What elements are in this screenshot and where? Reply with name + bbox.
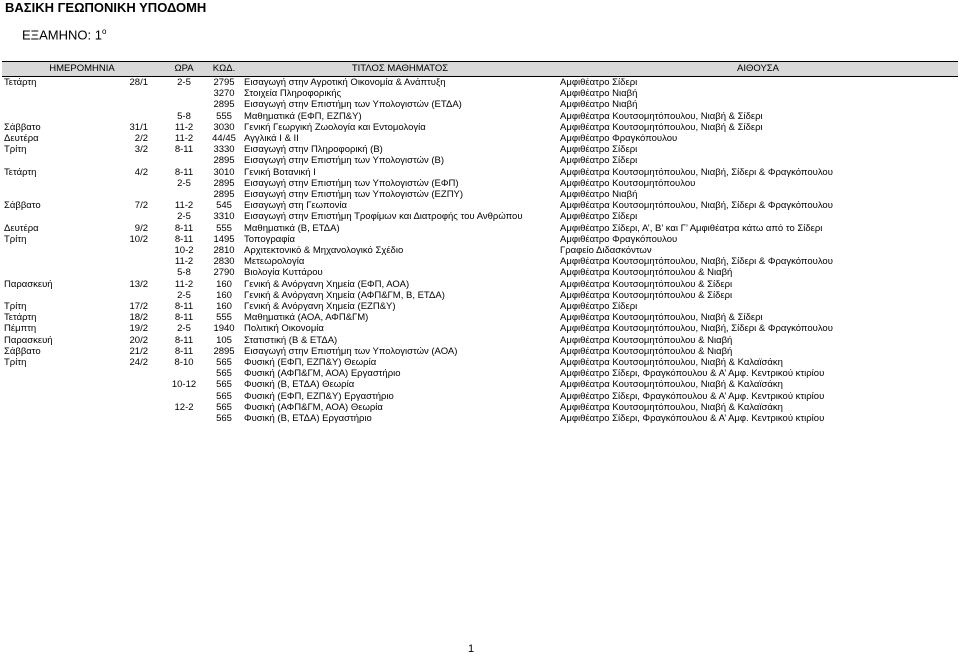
row-day: Τετάρτη bbox=[4, 166, 37, 178]
row-course-title: Γενική & Ανόργανη Χημεία (ΕΦΠ, ΑΟΑ) bbox=[244, 278, 410, 290]
row-room: Αμφιθέατρα Κουτσομητόπουλου & Νιαβή bbox=[560, 334, 733, 346]
row-date bbox=[102, 379, 162, 390]
row-hour: 12-2 bbox=[174, 401, 194, 413]
row-hour: 8-11 bbox=[174, 312, 194, 324]
row-code: 565 bbox=[216, 357, 232, 369]
row-room: Αμφιθέατρα Κουτσομητόπουλου & Νιαβή bbox=[560, 345, 733, 357]
row-code: 3030 bbox=[213, 121, 235, 133]
table-body bbox=[2, 77, 958, 425]
row-room: Αμφιθέατρο Σίδερι, Φραγκόπουλου & Α’ Αμφ. Κεντρικού κτιρίου bbox=[560, 368, 825, 380]
row-room: Αμφιθέατρα Κουτσομητόπουλου, Νιαβή & Καλαϊσάκη bbox=[560, 379, 783, 391]
row-date bbox=[102, 402, 162, 413]
row-room: Αμφιθέατρα Κουτσομητόπουλου, Νιαβή & Καλαϊσάκη bbox=[560, 401, 783, 413]
table-row bbox=[2, 357, 958, 368]
row-code: 105 bbox=[216, 334, 232, 346]
row-course-title: Μετεωρολογία bbox=[244, 256, 305, 268]
row-hour: 8-11 bbox=[174, 222, 194, 234]
row-hour: 8-10 bbox=[174, 357, 194, 369]
row-room: Αμφιθέατρο Σίδερι bbox=[560, 77, 638, 88]
row-course-title: Φυσική (Β, ΕΤΔΑ) Εργαστήριο bbox=[244, 413, 372, 425]
semester-ordinal: ο bbox=[101, 27, 107, 36]
row-hour: 11-2 bbox=[174, 256, 194, 268]
table-row bbox=[2, 133, 958, 144]
row-day bbox=[2, 111, 102, 122]
row-room: Αμφιθέατρα Κουτσομητόπουλου, Νιαβή & Καλαϊσάκη bbox=[560, 357, 783, 369]
row-date: 20/2 bbox=[129, 334, 149, 346]
row-date: 13/2 bbox=[129, 278, 149, 290]
row-course-title: Γενική & Ανόργανη Χημεία (ΕΖΠ&Υ) bbox=[244, 301, 396, 313]
row-day: Τετάρτη bbox=[4, 312, 37, 324]
table-row bbox=[2, 402, 958, 413]
row-room: Αμφιθέατρα Κουτσομητόπουλου, Νιαβή, Σίδερι & Φραγκόπουλου bbox=[560, 256, 833, 268]
row-room: Αμφιθέατρα Κουτσομητόπουλου & Σίδερι bbox=[560, 278, 733, 290]
row-course-title: Μαθηματικά (Β, ΕΤΔΑ) bbox=[244, 222, 340, 234]
row-course-title: Γενική Βοτανική Ι bbox=[244, 166, 316, 178]
row-date bbox=[102, 111, 162, 122]
row-date bbox=[102, 99, 162, 110]
table-row bbox=[2, 335, 958, 346]
table-row bbox=[2, 211, 958, 222]
row-day: Δευτέρα bbox=[4, 133, 39, 145]
row-day bbox=[2, 256, 102, 267]
row-code: 565 bbox=[216, 368, 232, 380]
row-date bbox=[102, 256, 162, 267]
row-hour: 11-2 bbox=[174, 133, 194, 145]
row-course-title: Μαθηματικά (ΕΦΠ, ΕΖΠ&Υ) bbox=[244, 110, 362, 122]
column-header-course: ΤΙΤΛΟΣ ΜΑΘΗΜΑΤΟΣ bbox=[242, 62, 558, 77]
row-course-title: Πολιτική Οικονομία bbox=[244, 323, 324, 335]
row-course-title: Εισαγωγή στην Πληροφορική (Β) bbox=[244, 144, 383, 156]
table-row bbox=[2, 178, 958, 189]
row-code: 160 bbox=[216, 289, 232, 301]
row-hour bbox=[162, 155, 206, 166]
row-date bbox=[102, 391, 162, 402]
row-day: Παρασκευή bbox=[4, 334, 53, 346]
row-code: 565 bbox=[216, 401, 232, 413]
row-day bbox=[2, 368, 102, 379]
row-code: 1495 bbox=[213, 233, 235, 245]
row-code: 555 bbox=[216, 222, 232, 234]
row-date bbox=[102, 189, 162, 200]
row-hour: 5-8 bbox=[177, 110, 191, 122]
row-date bbox=[102, 211, 162, 222]
row-course-title: Εισαγωγή στην Επιστήμη των Υπολογιστών (Β) bbox=[244, 155, 445, 167]
exam-schedule-table bbox=[2, 61, 958, 424]
row-hour: 11-2 bbox=[174, 278, 194, 290]
row-hour bbox=[162, 368, 206, 379]
row-course-title: Αγγλικά I & II bbox=[244, 133, 299, 145]
row-room: Αμφιθέατρα Κουτσομητόπουλου & Νιαβή bbox=[560, 267, 733, 279]
table-row bbox=[2, 301, 958, 312]
row-code: 565 bbox=[216, 379, 232, 391]
row-course-title: Εισαγωγή στην Επιστήμη Τροφίμων και Διατροφής του Ανθρώπου bbox=[244, 211, 523, 223]
row-room: Αμφιθέατρο Σίδερι, Φραγκόπουλου & Α’ Αμφ. Κεντρικού κτιρίου bbox=[560, 413, 825, 425]
row-date: 4/2 bbox=[134, 166, 149, 178]
row-course-title: Στοιχεία Πληροφορικής bbox=[244, 88, 342, 100]
table-header-row bbox=[2, 62, 958, 77]
table-row bbox=[2, 279, 958, 290]
row-date: 7/2 bbox=[134, 200, 149, 212]
row-date bbox=[102, 290, 162, 301]
row-code: 2790 bbox=[213, 267, 235, 279]
table-row bbox=[2, 234, 958, 245]
row-course-title: Φυσική (ΕΦΠ, ΕΖΠ&Υ) Εργαστήριο bbox=[244, 390, 394, 402]
table-row bbox=[2, 144, 958, 155]
row-room: Αμφιθέατρα Κουτσομητόπουλου, Νιαβή, Σίδερι & Φραγκόπουλου bbox=[560, 323, 833, 335]
row-date bbox=[102, 155, 162, 166]
column-header-date: ΗΜΕΡΟΜΗΝΙΑ bbox=[2, 62, 162, 77]
row-code: 2895 bbox=[213, 345, 235, 357]
row-date bbox=[102, 178, 162, 189]
row-day: Πέμπτη bbox=[4, 323, 37, 335]
row-day: Τρίτη bbox=[4, 144, 27, 156]
table-row bbox=[2, 413, 958, 424]
table-row bbox=[2, 155, 958, 166]
row-day: Τρίτη bbox=[4, 233, 27, 245]
row-day: Τρίτη bbox=[4, 301, 27, 313]
table-row bbox=[2, 379, 958, 390]
row-code: 44/45 bbox=[212, 133, 236, 145]
row-date: 18/2 bbox=[129, 312, 149, 324]
row-hour bbox=[162, 88, 206, 99]
table-row bbox=[2, 167, 958, 178]
row-room: Αμφιθέατρο Σίδερι, Α’, Β’ και Γ’ Αμφιθέατρα κάτω από το Σίδερι bbox=[560, 222, 823, 234]
row-course-title: Αρχιτεκτονικό & Μηχανολογικό Σχέδιο bbox=[244, 245, 404, 257]
row-code: 545 bbox=[216, 200, 232, 212]
row-date: 3/2 bbox=[134, 144, 149, 156]
row-hour: 2-5 bbox=[177, 323, 191, 335]
row-course-title: Τοπογραφία bbox=[244, 233, 296, 245]
row-hour: 8-11 bbox=[174, 345, 194, 357]
row-code: 160 bbox=[216, 278, 232, 290]
row-hour: 8-11 bbox=[174, 301, 194, 313]
row-hour: 2-5 bbox=[177, 77, 191, 88]
row-date: 19/2 bbox=[129, 323, 149, 335]
row-room: Αμφιθέατρο Σίδερι bbox=[560, 301, 638, 313]
row-hour: 2-5 bbox=[177, 289, 191, 301]
row-day bbox=[2, 402, 102, 413]
table-row bbox=[2, 99, 958, 110]
row-course-title: Γενική Γεωργική Ζωολογία και Εντομολογία bbox=[244, 121, 426, 133]
row-day bbox=[2, 245, 102, 256]
row-day bbox=[2, 178, 102, 189]
row-code: 565 bbox=[216, 413, 232, 425]
row-room: Αμφιθέατρο Σίδερι bbox=[560, 144, 638, 156]
row-code: 555 bbox=[216, 312, 232, 324]
table-row bbox=[2, 245, 958, 256]
row-room: Αμφιθέατρα Κουτσομητόπουλου, Νιαβή & Σίδερι bbox=[560, 312, 763, 324]
row-code: 2895 bbox=[213, 189, 235, 201]
row-hour: 8-11 bbox=[174, 334, 194, 346]
row-hour: 5-8 bbox=[177, 267, 191, 279]
row-hour: 11-2 bbox=[174, 121, 194, 133]
row-course-title: Εισαγωγή στη Γεωπονία bbox=[244, 200, 348, 212]
row-room: Αμφιθέατρο Σίδερι bbox=[560, 155, 638, 167]
row-date bbox=[102, 88, 162, 99]
row-day: Σάββατο bbox=[4, 121, 41, 133]
row-hour: 8-11 bbox=[174, 233, 194, 245]
row-day: Παρασκευή bbox=[4, 278, 53, 290]
row-code: 2810 bbox=[213, 245, 235, 257]
row-hour bbox=[162, 189, 206, 200]
row-room: Αμφιθέατρο Νιαβή bbox=[560, 88, 638, 100]
table-row bbox=[2, 346, 958, 357]
row-code: 2895 bbox=[213, 177, 235, 189]
row-course-title: Βιολογία Κυττάρου bbox=[244, 267, 323, 279]
row-date: 21/2 bbox=[129, 345, 149, 357]
row-room: Γραφείο Διδασκόντων bbox=[560, 245, 652, 257]
row-course-title: Εισαγωγή στην Αγροτική Οικονομία & Ανάπτυξη bbox=[244, 77, 446, 88]
row-room: Αμφιθέατρα Κουτσομητόπουλου & Σίδερι bbox=[560, 289, 733, 301]
row-hour: 2-5 bbox=[177, 211, 191, 223]
row-hour bbox=[162, 413, 206, 424]
row-code: 3330 bbox=[213, 144, 235, 156]
row-course-title: Εισαγωγή στην Επιστήμη των Υπολογιστών (ΕΦΠ) bbox=[244, 177, 459, 189]
row-day bbox=[2, 290, 102, 301]
row-course-title: Φυσική (ΑΦΠ&ΓΜ, ΑΟΑ) Εργαστήριο bbox=[244, 368, 401, 380]
table-row bbox=[2, 312, 958, 323]
table-row bbox=[2, 391, 958, 402]
row-date bbox=[102, 413, 162, 424]
row-code: 3310 bbox=[213, 211, 235, 223]
row-hour: 2-5 bbox=[177, 177, 191, 189]
row-room: Αμφιθέατρο Σίδερι bbox=[560, 211, 638, 223]
row-hour: 10-2 bbox=[174, 245, 194, 257]
row-hour bbox=[162, 99, 206, 110]
row-date: 31/1 bbox=[129, 121, 149, 133]
table-row bbox=[2, 189, 958, 200]
row-room: Αμφιθέατρα Κουτσομητόπουλου, Νιαβή & Σίδερι bbox=[560, 121, 763, 133]
row-day bbox=[2, 99, 102, 110]
row-day bbox=[2, 155, 102, 166]
semester-label bbox=[22, 27, 106, 42]
row-day bbox=[2, 211, 102, 222]
row-code: 3010 bbox=[213, 166, 235, 178]
table-row bbox=[2, 88, 958, 99]
page-number: 1 bbox=[468, 643, 475, 655]
table-row bbox=[2, 200, 958, 211]
row-course-title: Φυσική (ΑΦΠ&ΓΜ, ΑΟΑ) Θεωρία bbox=[244, 401, 383, 413]
row-date: 2/2 bbox=[134, 133, 149, 145]
row-course-title: Φυσική (ΕΦΠ, ΕΖΠ&Υ) Θεωρία bbox=[244, 357, 377, 369]
row-code: 160 bbox=[216, 301, 232, 313]
table-row bbox=[2, 122, 958, 133]
row-day bbox=[2, 189, 102, 200]
row-code: 2895 bbox=[213, 155, 235, 167]
row-room: Αμφιθέατρο Φραγκόπουλου bbox=[560, 233, 678, 245]
row-code: 2830 bbox=[213, 256, 235, 268]
row-course-title: Εισαγωγή στην Επιστήμη των Υπολογιστών (ΕΖΠΥ) bbox=[244, 189, 464, 201]
document-title: ΒΑΣΙΚΗ ΓΕΩΠΟΝΙΚΗ ΥΠΟΔΟΜΗ bbox=[5, 0, 207, 15]
row-room: Αμφιθέατρα Κουτσομητόπουλου, Νιαβή, Σίδερι & Φραγκόπουλου bbox=[560, 166, 833, 178]
row-date: 17/2 bbox=[129, 301, 149, 313]
table-row bbox=[2, 290, 958, 301]
row-day: Τρίτη bbox=[4, 357, 27, 369]
row-day bbox=[2, 391, 102, 402]
row-code: 3270 bbox=[213, 88, 235, 100]
table-row bbox=[2, 368, 958, 379]
row-code: 2795 bbox=[213, 77, 235, 88]
row-date: 28/1 bbox=[129, 77, 149, 88]
row-code: 2895 bbox=[213, 99, 235, 111]
table-row bbox=[2, 256, 958, 267]
row-date bbox=[102, 368, 162, 379]
row-date bbox=[102, 267, 162, 278]
row-course-title: Γενική & Ανόργανη Χημεία (ΑΦΠ&ΓΜ, Β, ΕΤΔΑ) bbox=[244, 289, 445, 301]
row-date bbox=[102, 245, 162, 256]
row-course-title: Στατιστική (Β & ΕΤΔΑ) bbox=[244, 334, 338, 346]
row-date: 10/2 bbox=[129, 233, 149, 245]
column-header-hour: ΩΡΑ bbox=[162, 62, 206, 77]
row-day: Δευτέρα bbox=[4, 222, 39, 234]
row-hour bbox=[162, 391, 206, 402]
row-course-title: Εισαγωγή στην Επιστήμη των Υπολογιστών (ΑΟΑ) bbox=[244, 345, 458, 357]
row-hour: 8-11 bbox=[174, 144, 194, 156]
table-row bbox=[2, 267, 958, 278]
row-day: Τετάρτη bbox=[4, 77, 37, 88]
row-room: Αμφιθέατρο Νιαβή bbox=[560, 189, 638, 201]
table-row bbox=[2, 323, 958, 334]
table-row bbox=[2, 111, 958, 122]
row-day bbox=[2, 88, 102, 99]
row-day: Σάββατο bbox=[4, 345, 41, 357]
row-code: 1940 bbox=[213, 323, 235, 335]
row-code: 555 bbox=[216, 110, 232, 122]
row-hour: 11-2 bbox=[174, 200, 194, 212]
row-room: Αμφιθέατρα Κουτσομητόπουλου, Νιαβή, Σίδερι & Φραγκόπουλου bbox=[560, 200, 833, 212]
column-header-code: ΚΩΔ. bbox=[206, 62, 242, 77]
row-date: 9/2 bbox=[134, 222, 149, 234]
row-course-title: Φυσική (Β, ΕΤΔΑ) Θεωρία bbox=[244, 379, 355, 391]
row-day bbox=[2, 267, 102, 278]
row-room: Αμφιθέατρο Φραγκόπουλου bbox=[560, 133, 678, 145]
row-room: Αμφιθέατρο Νιαβή bbox=[560, 99, 638, 111]
semester-text: ΕΞΑΜΗΝΟ: 1 bbox=[22, 27, 102, 43]
row-day: Σάββατο bbox=[4, 200, 41, 212]
table-row bbox=[2, 223, 958, 234]
row-hour: 10-12 bbox=[171, 379, 197, 391]
row-course-title: Εισαγωγή στην Επιστήμη των Υπολογιστών (ΕΤΔΑ) bbox=[244, 99, 462, 111]
column-header-room: ΑΙΘΟΥΣΑ bbox=[558, 62, 958, 77]
row-hour: 8-11 bbox=[174, 166, 194, 178]
row-date: 24/2 bbox=[129, 357, 149, 369]
row-room: Αμφιθέατρο Κουτσομητόπουλου bbox=[560, 177, 696, 189]
table-row bbox=[2, 77, 958, 89]
row-day bbox=[2, 413, 102, 424]
row-room: Αμφιθέατρα Κουτσομητόπουλου, Νιαβή & Σίδερι bbox=[560, 110, 763, 122]
row-code: 565 bbox=[216, 390, 232, 402]
row-room: Αμφιθέατρο Σίδερι, Φραγκόπουλου & Α’ Αμφ. Κεντρικού κτιρίου bbox=[560, 390, 825, 402]
row-course-title: Μαθηματικά (ΑΟΑ, ΑΦΠ&ΓΜ) bbox=[244, 312, 369, 324]
row-day bbox=[2, 379, 102, 390]
